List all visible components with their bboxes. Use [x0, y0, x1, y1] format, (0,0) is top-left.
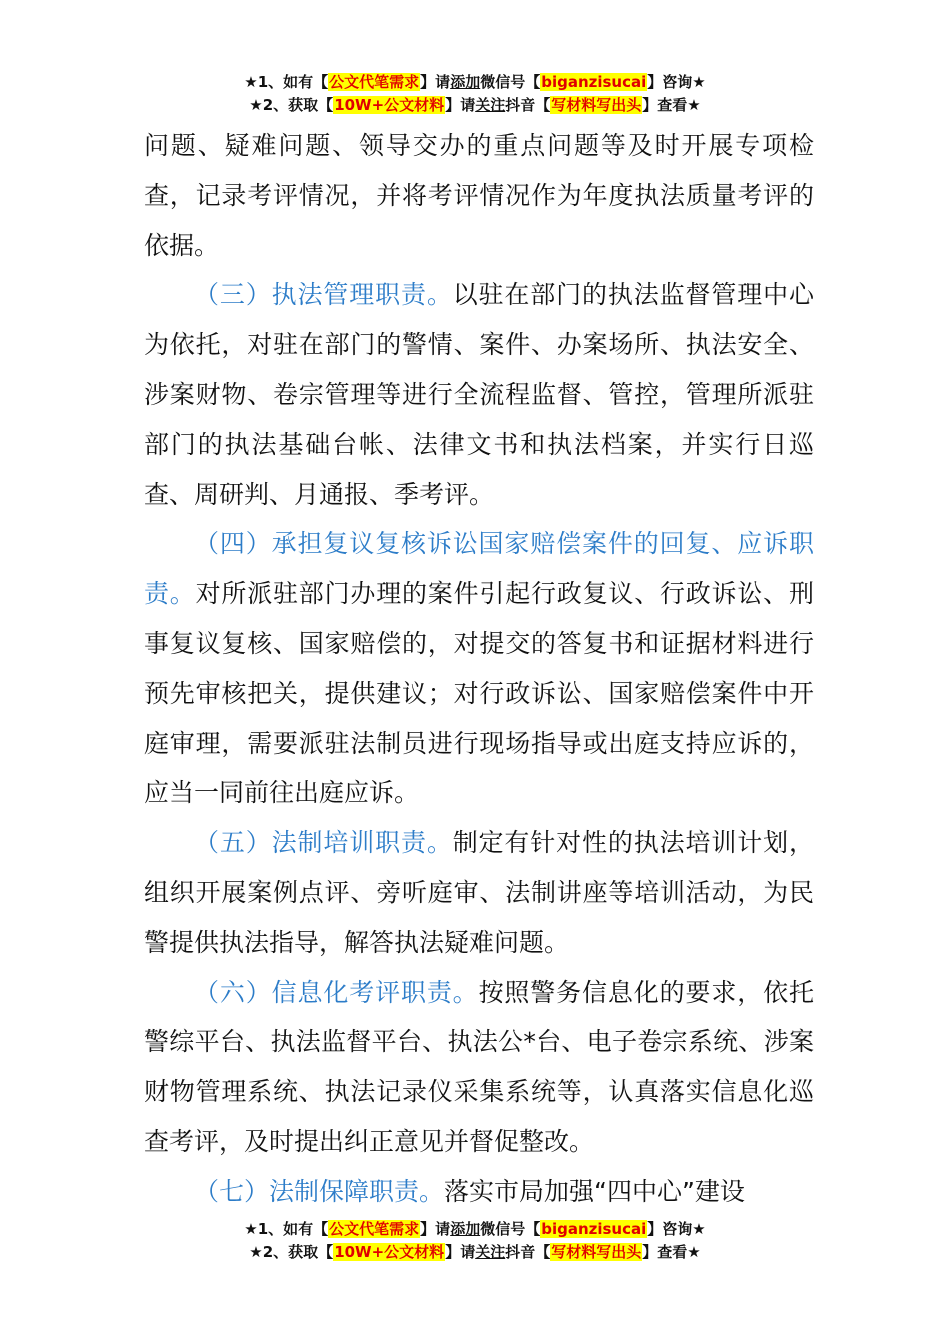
promo-text: 】咨询★ [647, 1220, 706, 1238]
promo-underlined-text: 关注 [475, 1243, 506, 1261]
section-heading: （七）法制保障职责。 [194, 1176, 445, 1206]
section-heading: （六）信息化考评职责。 [194, 977, 479, 1007]
section-text: 落实市局加强“四中心”建设 [444, 1176, 745, 1206]
paragraph-continued: 问题、疑难问题、领导交办的重点问题等及时开展专项检查，记录考评情况，并将考评情况作为年度执法质量考评的依据。 [144, 131, 814, 260]
promo-underlined-text: 关注 [475, 96, 506, 114]
promo-line-2 [0, 94, 950, 117]
promo-text: 微信号【 [480, 1220, 541, 1238]
paragraph-section-6 [144, 968, 814, 1167]
promo-underlined-text: 添加 [450, 1220, 481, 1238]
section-text: 按照警务信息化的要求，依托警综平台、执法监督平台、执法公*台、电子卷宗系统、涉案财物管理系统、执法记录仪采集系统等，认真落实信息化巡查考评，及时提出纠正意见并督促整改。 [144, 977, 814, 1156]
promo-underlined-text: 添加 [450, 73, 481, 91]
promo-douyin-id: 写材料写出头 [551, 1243, 642, 1261]
paragraph-section-3 [144, 270, 814, 519]
promo-text: ★1、如有【 [244, 1220, 329, 1238]
promo-highlight: 公文代笔需求 [329, 1220, 420, 1238]
promo-text: 】查看★ [642, 96, 701, 114]
section-text: 制定有针对性的执法培训计划，组织开展案例点评、旁听庭审、法制讲座等培训活动，为民警提供执法指导，解答执法疑难问题。 [144, 828, 814, 957]
promo-banner-top [0, 71, 950, 117]
promo-text: ★1、如有【 [244, 73, 329, 91]
promo-text: 】请 [445, 1243, 476, 1261]
promo-banner-bottom [0, 1218, 950, 1264]
section-heading: （三）执法管理职责。 [194, 280, 453, 310]
promo-line-1 [0, 1218, 950, 1241]
section-text: 以驻在部门的执法监督管理中心为依托，对驻在部门的警情、案件、办案场所、执法安全、涉案财物、卷宗管理等进行全流程监督、管控，管理所派驻部门的执法基础台帐、法律文书和执法档案，并实行日巡查、周研判、月通报、季考评。 [144, 280, 814, 509]
document-body [144, 121, 814, 1217]
paragraph-section-4 [144, 519, 814, 818]
promo-text: 】查看★ [642, 1243, 701, 1261]
promo-text: 】请 [420, 73, 451, 91]
promo-text: 抖音【 [505, 96, 551, 114]
section-text: 对所派驻部门办理的案件引起行政复议、行政诉讼、刑事复议复核、国家赔偿的，对提交的答复书和证据材料进行预先审核把关，提供建议；对行政诉讼、国家赔偿案件中开庭审理，需要派驻法制员进行现场指导或出庭支持应诉的，应当一同前往出庭应诉。 [144, 579, 814, 808]
promo-text: 微信号【 [480, 73, 541, 91]
promo-text: 】请 [445, 96, 476, 114]
promo-highlight: 10W+公文材料 [334, 96, 445, 114]
promo-douyin-id: 写材料写出头 [551, 96, 642, 114]
promo-wechat-id: biganzisucai [541, 1220, 647, 1238]
promo-text: 】咨询★ [647, 73, 706, 91]
promo-text: ★2、获取【 [249, 1243, 334, 1261]
section-heading: （四）承担复议复核诉讼国家赔偿案件的回复、应诉职责。 [144, 529, 814, 609]
section-heading: （五）法制培训职责。 [194, 828, 453, 858]
promo-highlight: 公文代笔需求 [329, 73, 420, 91]
promo-highlight: 10W+公文材料 [334, 1243, 445, 1261]
promo-text: 抖音【 [505, 1243, 551, 1261]
paragraph-section-7 [144, 1167, 814, 1217]
promo-wechat-id: biganzisucai [541, 73, 647, 91]
promo-line-1 [0, 71, 950, 94]
promo-line-2 [0, 1241, 950, 1264]
promo-text: 】请 [420, 1220, 451, 1238]
promo-text: ★2、获取【 [249, 96, 334, 114]
paragraph-section-5 [144, 818, 814, 967]
